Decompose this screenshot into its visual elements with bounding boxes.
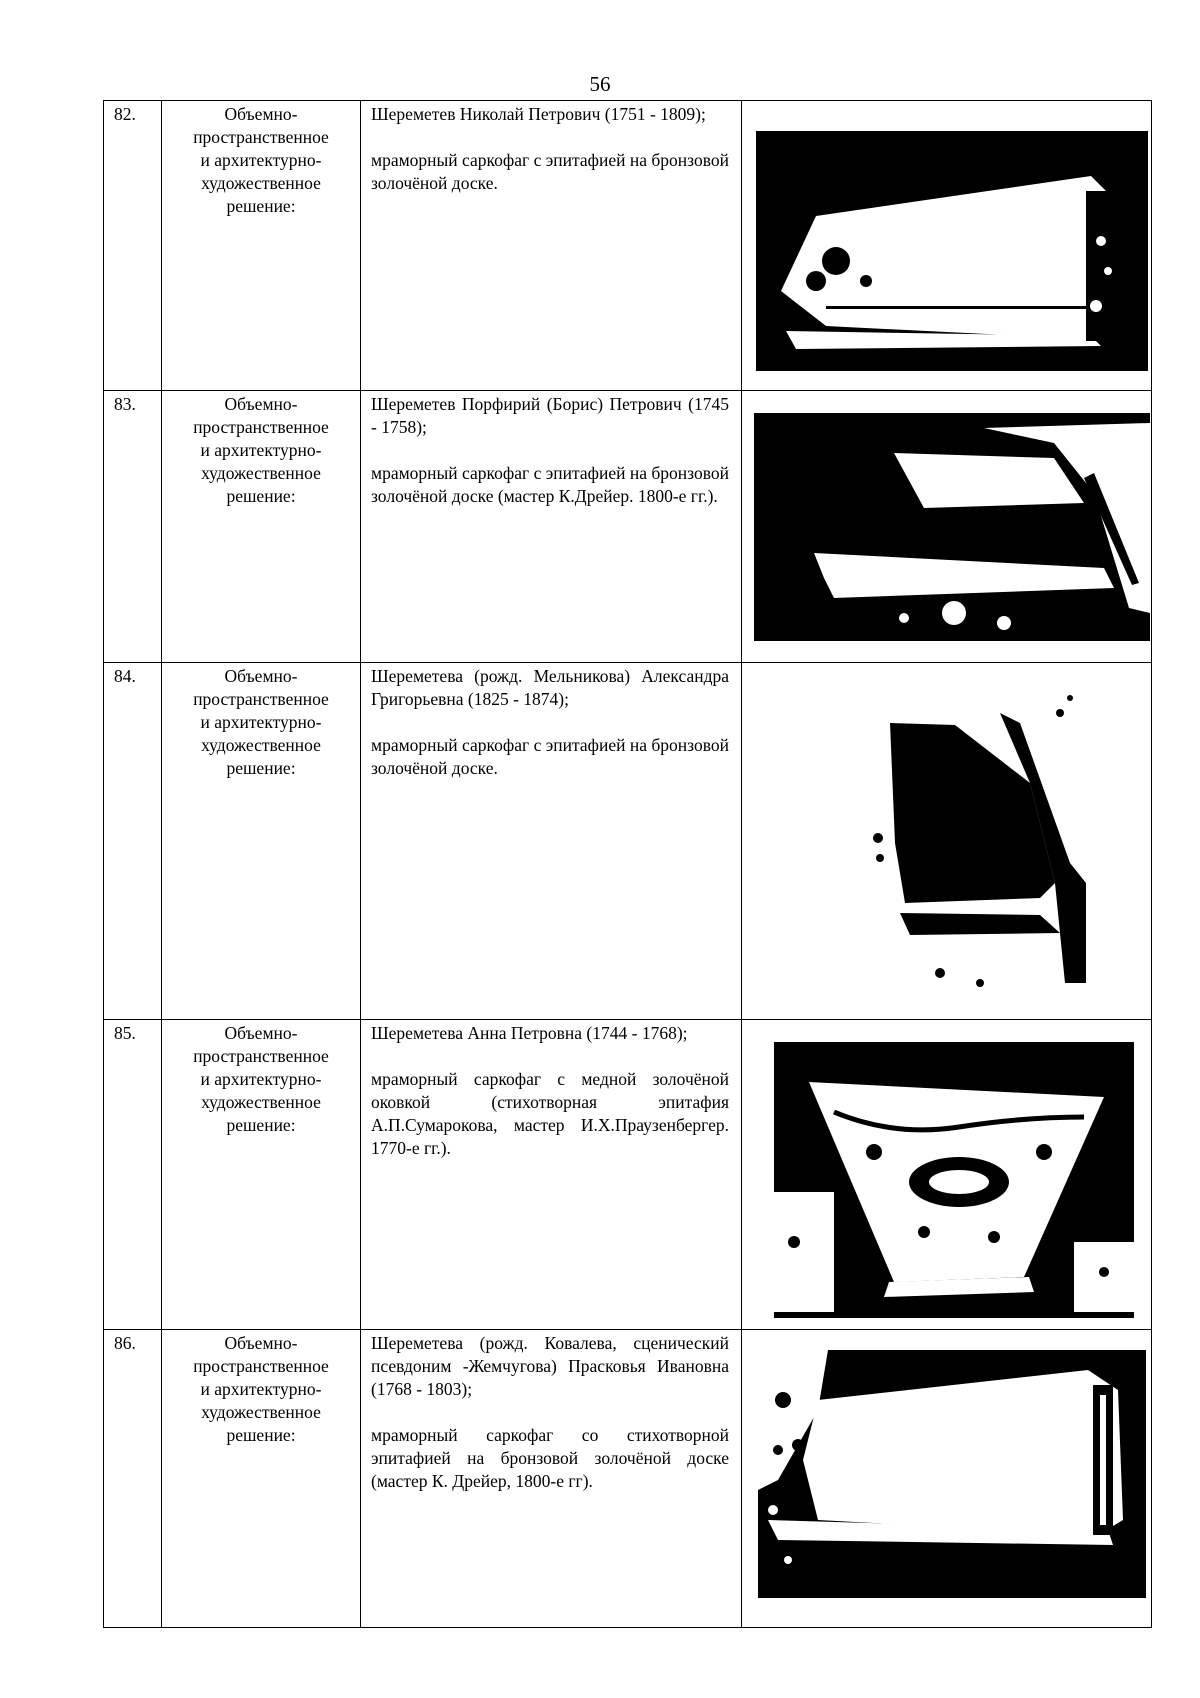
category-line: художественное	[201, 1092, 321, 1112]
row-number: 83.	[104, 391, 162, 663]
category-line: пространственное	[193, 417, 329, 437]
category-line: решение:	[226, 1115, 296, 1135]
description-cell	[361, 1020, 742, 1330]
person-name: Шереметева (рожд. Мельникова) Александра Григорьевна (1825 - 1874);	[371, 666, 729, 709]
category-line: Объемно-	[224, 666, 298, 686]
sarcophagus-photo-85	[774, 1042, 1134, 1318]
monument-registry-table	[103, 100, 1152, 1628]
category-line: и архитектурно-	[200, 712, 322, 732]
category-cell	[162, 663, 361, 1020]
description-cell	[361, 101, 742, 391]
table-row	[104, 101, 1152, 391]
category-cell	[162, 391, 361, 663]
photo-cell	[742, 1330, 1152, 1628]
category-line: и архитектурно-	[200, 1069, 322, 1089]
category-line: художественное	[201, 735, 321, 755]
category-line: решение:	[226, 196, 296, 216]
category-line: Объемно-	[224, 394, 298, 414]
object-description: мраморный саркофаг с эпитафией на бронзовой золочёной доске.	[371, 735, 729, 778]
category-line: и архитектурно-	[200, 1379, 322, 1399]
description-cell	[361, 663, 742, 1020]
category-cell	[162, 1330, 361, 1628]
object-description: мраморный саркофаг со стихотворной эпитафией на бронзовой золочёной доске (мастер К. Дрейер, 1800-е гг).	[371, 1425, 729, 1491]
photo-cell	[742, 1020, 1152, 1330]
category-line: художественное	[201, 173, 321, 193]
description-cell	[361, 391, 742, 663]
row-number: 82.	[104, 101, 162, 391]
person-name: Шереметева Анна Петровна (1744 - 1768);	[371, 1023, 688, 1043]
category-cell	[162, 101, 361, 391]
object-description: мраморный саркофаг с медной золочёной оковкой (стихотворная эпитафия А.П.Сумарокова, мастер И.Х.Праузенбергер. 1770-е гг.).	[371, 1069, 729, 1158]
category-line: Объемно-	[224, 1333, 298, 1353]
category-line: и архитектурно-	[200, 440, 322, 460]
person-name: Шереметев Николай Петрович (1751 - 1809);	[371, 104, 706, 124]
sarcophagus-photo-84	[870, 683, 1086, 1003]
sarcophagus-photo-86	[758, 1350, 1146, 1598]
description-cell	[361, 1330, 742, 1628]
category-line: Объемно-	[224, 104, 298, 124]
category-line: решение:	[226, 758, 296, 778]
row-number: 85.	[104, 1020, 162, 1330]
photo-cell	[742, 391, 1152, 663]
category-line: и архитектурно-	[200, 150, 322, 170]
category-line: решение:	[226, 486, 296, 506]
person-name: Шереметев Порфирий (Борис) Петрович (1745 - 1758);	[371, 394, 729, 437]
sarcophagus-photo-83	[754, 413, 1150, 641]
sarcophagus-photo-82	[756, 131, 1148, 371]
photo-cell	[742, 101, 1152, 391]
row-number: 86.	[104, 1330, 162, 1628]
category-line: художественное	[201, 1402, 321, 1422]
category-line: Объемно-	[224, 1023, 298, 1043]
table-row	[104, 1330, 1152, 1628]
person-name: Шереметева (рожд. Ковалева, сценический псевдоним -Жемчугова) Прасковья Ивановна (1768 - 1803);	[371, 1333, 729, 1399]
table-row	[104, 391, 1152, 663]
table-row	[104, 1020, 1152, 1330]
category-line: пространственное	[193, 689, 329, 709]
category-cell	[162, 1020, 361, 1330]
category-line: решение:	[226, 1425, 296, 1445]
category-line: пространственное	[193, 127, 329, 147]
category-line: пространственное	[193, 1046, 329, 1066]
category-line: художественное	[201, 463, 321, 483]
object-description: мраморный саркофаг с эпитафией на бронзовой золочёной доске.	[371, 150, 729, 193]
page-number: 56	[589, 72, 611, 96]
row-number: 84.	[104, 663, 162, 1020]
photo-cell	[742, 663, 1152, 1020]
table-row	[104, 663, 1152, 1020]
category-line: пространственное	[193, 1356, 329, 1376]
object-description: мраморный саркофаг с эпитафией на бронзовой золочёной доске (мастер К.Дрейер. 1800-е гг.).	[371, 463, 729, 506]
